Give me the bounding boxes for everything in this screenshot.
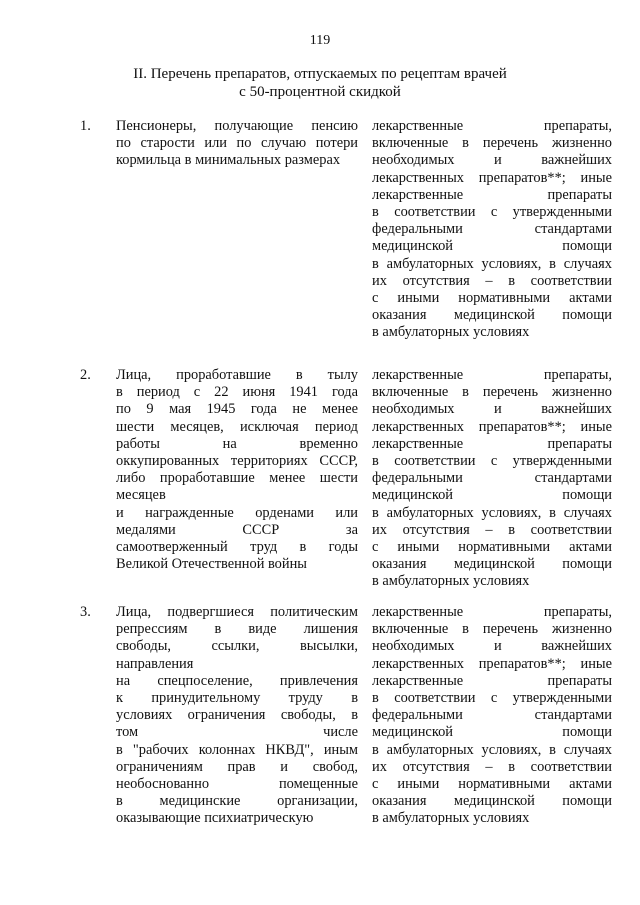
text-line: включенные в перечень жизненно [372, 384, 612, 401]
text-line: их отсутствия – в соответствии [372, 521, 612, 538]
text-line: оказывающие психиатрическую [116, 810, 314, 827]
text-line: в амбулаторных условиях, в случаях [372, 741, 612, 758]
text-line: с иными нормативными актами [372, 289, 612, 306]
text-line: работы на временно [116, 435, 358, 452]
text-line: либо проработавшие менее шести [116, 470, 358, 487]
item-number: 3. [80, 604, 91, 620]
text-line: их отсутствия – в соответствии [372, 758, 612, 775]
text-line: Лица, подвергшиеся политическим [116, 604, 358, 620]
text-line: месяцев [116, 487, 166, 504]
text-line: в соответствии с утвержденными [372, 203, 612, 220]
text-line: необходимых и важнейших [372, 638, 612, 655]
text-line: лекарственные препараты [372, 672, 612, 689]
text-line: в амбулаторных условиях, в случаях [372, 255, 612, 272]
text-line: в амбулаторных условиях [372, 810, 530, 827]
text-line: и награжденные орденами или [116, 504, 358, 521]
text-line: медицинской помощи [372, 238, 612, 255]
text-line: включенные в перечень жизненно [372, 621, 612, 638]
text-line: необоснованно помещенные [116, 775, 358, 792]
text-line: условиях ограничения свободы, в [116, 707, 358, 724]
text-line: на спецпоселение, привлечения [116, 672, 358, 689]
medication-description [372, 604, 612, 827]
beneficiary-category [116, 604, 358, 827]
text-line: Пенсионеры, получающие пенсию [116, 118, 358, 134]
text-line: федеральными стандартами [372, 470, 612, 487]
text-line: самоотверженный труд в годы [116, 538, 358, 555]
text-line: в амбулаторных условиях [372, 324, 530, 341]
text-line: лекарственные препараты [372, 435, 612, 452]
text-line: по старости или по случаю потери [116, 135, 358, 152]
text-line: том числе [116, 724, 358, 741]
text-line: оказания медицинской помощи [372, 793, 612, 810]
text-line: медицинской помощи [372, 724, 612, 741]
text-line: в соответствии с утвержденными [372, 452, 612, 469]
text-line: к принудительному труду в [116, 689, 358, 706]
text-line: по 9 мая 1945 года не менее [116, 401, 358, 418]
text-line: Лица, проработавшие в тылу [116, 367, 358, 383]
text-line: направления [116, 655, 194, 672]
text-line: репрессиям в виде лишения [116, 621, 358, 638]
text-line: федеральными стандартами [372, 221, 612, 238]
text-line: оккупированных территориях СССР, [116, 452, 358, 469]
text-line: лекарственных препаратов**; иные [372, 655, 612, 672]
text-line: в амбулаторных условиях, в случаях [372, 504, 612, 521]
text-line: медицинской помощи [372, 487, 612, 504]
text-line: медалями СССР за [116, 521, 358, 538]
item-number: 1. [80, 118, 91, 134]
text-line: федеральными стандартами [372, 707, 612, 724]
item-number: 2. [80, 367, 91, 383]
text-line: ограничениям прав и свобод, [116, 758, 358, 775]
beneficiary-category [116, 118, 358, 170]
page-number: 119 [309, 33, 331, 48]
text-line: лекарственные препараты, [372, 604, 612, 620]
section-heading [60, 65, 580, 101]
text-line: в соответствии с утвержденными [372, 689, 612, 706]
text-line: Великой Отечественной войны [116, 556, 307, 573]
section-heading-line-1: II. Перечень препаратов, отпускаемых по рецептам врачей [133, 66, 507, 82]
text-line: их отсутствия – в соответствии [372, 272, 612, 289]
text-line: лекарственные препараты [372, 186, 612, 203]
text-line: в "рабочих колоннах НКВД", иным [116, 741, 358, 758]
text-line: включенные в перечень жизненно [372, 135, 612, 152]
text-line: необходимых и важнейших [372, 401, 612, 418]
text-line: оказания медицинской помощи [372, 556, 612, 573]
medication-description [372, 367, 612, 590]
text-line: в период с 22 июня 1941 года [116, 384, 358, 401]
text-line: оказания медицинской помощи [372, 307, 612, 324]
text-line: с иными нормативными актами [372, 775, 612, 792]
medication-description [372, 118, 612, 341]
text-line: лекарственные препараты, [372, 118, 612, 134]
text-line: с иными нормативными актами [372, 538, 612, 555]
text-line: кормильца в минимальных размерах [116, 152, 341, 169]
text-line: в медицинские организации, [116, 793, 358, 810]
section-heading-line-2: с 50-процентной скидкой [239, 84, 401, 100]
text-line: в амбулаторных условиях [372, 573, 530, 590]
text-line: необходимых и важнейших [372, 152, 612, 169]
beneficiary-category [116, 367, 358, 573]
text-line: шести месяцев, исключая период [116, 418, 358, 435]
text-line: свободы, ссылки, высылки, [116, 638, 358, 655]
text-line: лекарственных препаратов**; иные [372, 418, 612, 435]
text-line: лекарственные препараты, [372, 367, 612, 383]
text-line: лекарственных препаратов**; иные [372, 169, 612, 186]
